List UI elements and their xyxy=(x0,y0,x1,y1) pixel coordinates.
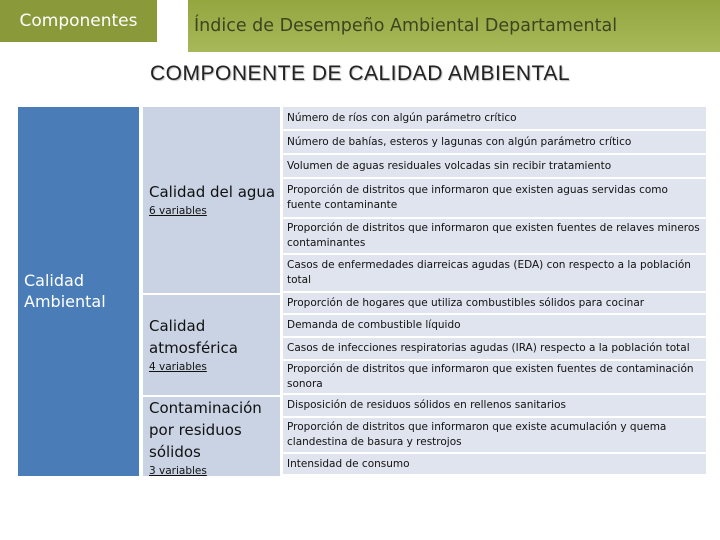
group-calidad-agua xyxy=(143,107,280,293)
list-item: Número de bahías, esteros y lagunas con algún parámetro crítico xyxy=(283,131,706,153)
list-item: Proporción de hogares que utiliza combustibles sólidos para cocinar xyxy=(283,293,706,313)
list-item: Volumen de aguas residuales volcadas sin recibir tratamiento xyxy=(283,155,706,177)
list-item: Casos de infecciones respiratorias agudas (IRA) respecto a la población total xyxy=(283,338,706,359)
group-name: Calidad atmosférica xyxy=(149,317,238,357)
group-name: Calidad del agua xyxy=(149,183,276,201)
components-header-label: Componentes xyxy=(0,0,157,42)
list-item: Proporción de distritos que informaron que existen fuentes de contaminación sonora xyxy=(283,361,706,393)
list-item: Proporción de distritos que informaron que existe acumulación y quema clandestina de basura y restrojos xyxy=(283,418,706,452)
list-item: Proporción de distritos que informaron que existen fuentes de relaves mineros contaminantes xyxy=(283,219,706,253)
index-title-banner: Índice de Desempeño Ambiental Departamental xyxy=(188,0,720,52)
group-variable-count: 3 variables xyxy=(149,465,207,477)
list-item: Proporción de distritos que informaron que existen aguas servidas como fuente contaminante xyxy=(283,179,706,217)
group-calidad-atmosferica xyxy=(143,295,280,395)
group-name: Contaminación por residuos sólidos xyxy=(149,399,262,461)
group-variable-count: 4 variables xyxy=(149,361,207,373)
component-calidad-ambiental xyxy=(18,107,139,476)
group-residuos-solidos xyxy=(143,397,280,476)
list-item: Casos de enfermedades diarreicas agudas (EDA) con respecto a la población total xyxy=(283,255,706,291)
list-item: Disposición de residuos sólidos en rellenos sanitarios xyxy=(283,395,706,416)
list-item: Demanda de combustible líquido xyxy=(283,315,706,336)
variables-list xyxy=(283,107,706,476)
component-name: Calidad Ambiental xyxy=(24,271,106,311)
page-title: COMPONENTE DE CALIDAD AMBIENTAL xyxy=(149,62,571,85)
list-item: Número de ríos con algún parámetro crítico xyxy=(283,107,706,129)
list-item: Intensidad de consumo xyxy=(283,454,706,474)
group-variable-count: 6 variables xyxy=(149,205,207,217)
